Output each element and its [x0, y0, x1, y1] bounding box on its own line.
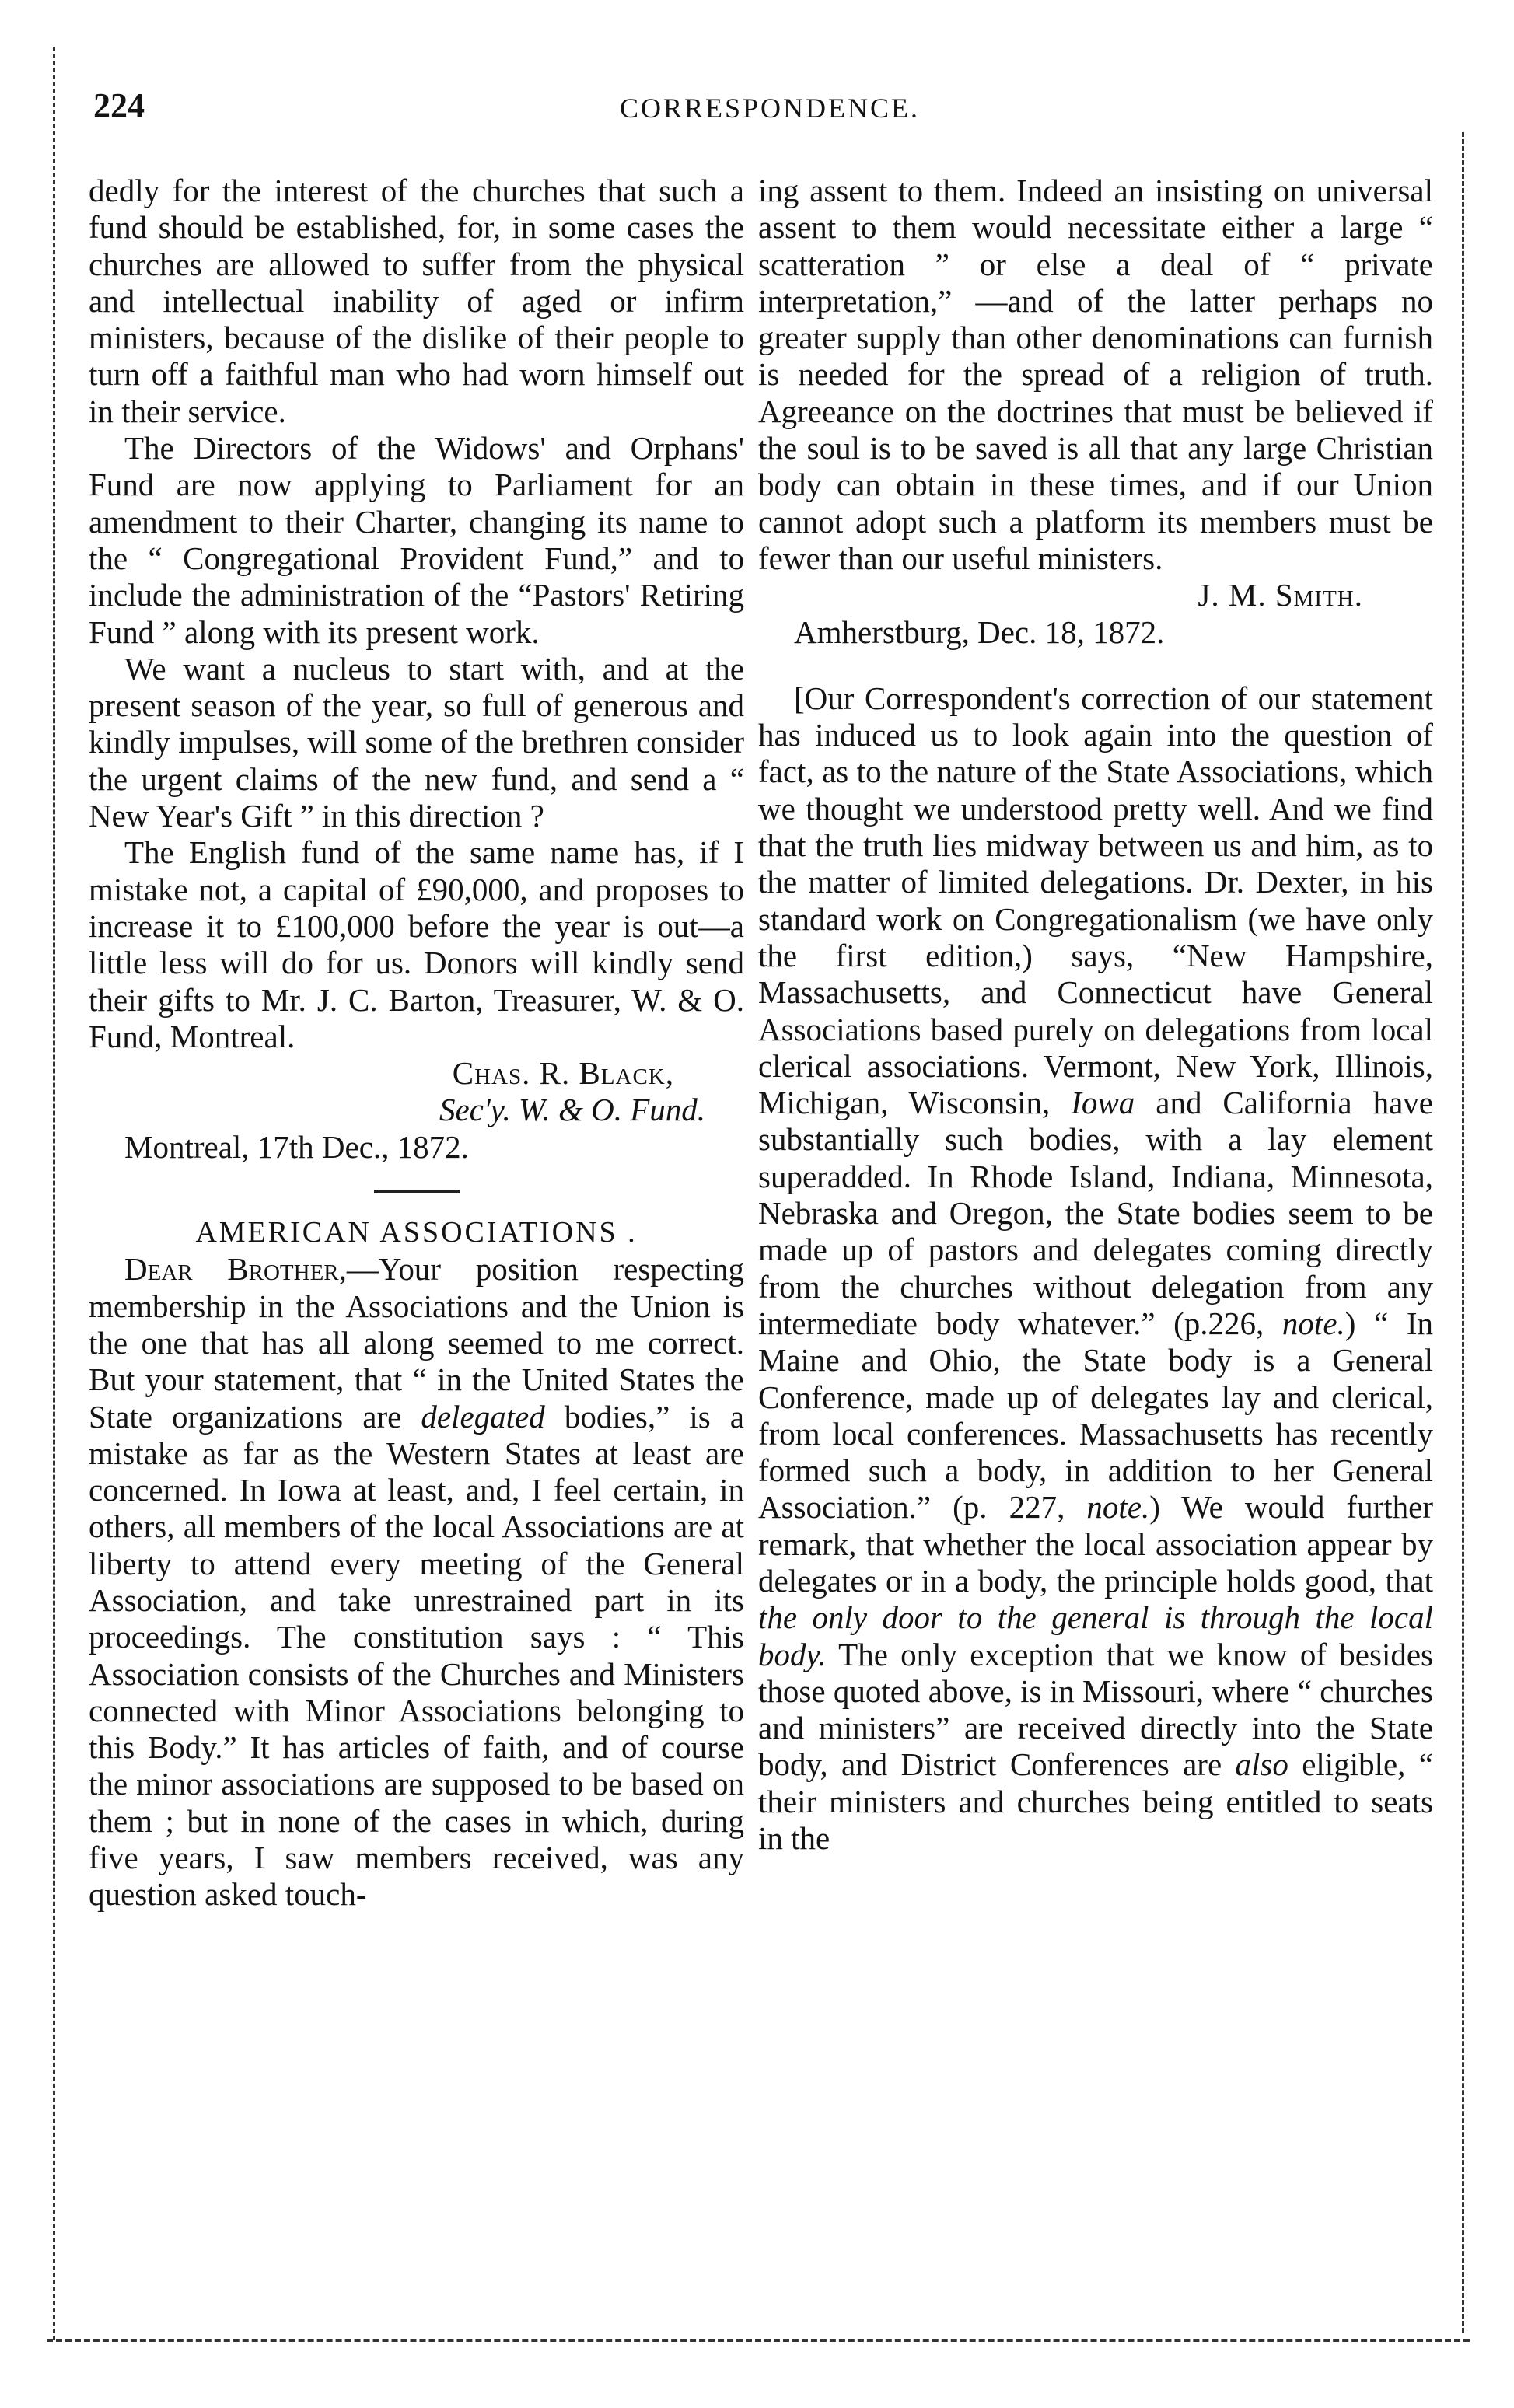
right-dateline: Amherstburg, Dec. 18, 1872. — [794, 613, 1165, 650]
page-number: 224 — [93, 86, 145, 124]
letter-text-b: bodies,” is a mistake as far as the Western States at least are concerned. In Iowa at least, and, I feel certain, in others, all members of the local Associations are at liberty to attend every meeting of the General Association, and take unrestrained part in its proceedings. The constitution says : “ This Association consists of the Churches and Ministers connected with Minor Associations belonging to this Body.” It has articles of faith, and of course the minor associations are supposed to be based on them ; but in none of the cases in which, during five years, I saw members received, was any question asked touch- — [89, 1398, 744, 1913]
signature-name: Chas. R. Black, — [452, 1055, 674, 1092]
left-margin-rule — [53, 47, 55, 2340]
salutation: Dear Brother, — [124, 1251, 347, 1288]
note-emphasis-1: Iowa — [1071, 1085, 1135, 1121]
right-paragraph-1: ing assent to them. Indeed an insisting on universal assent to them would necessitate either a large “ scatteration ” or else a deal of “ private interpretation,” —and of the latter perhaps no greater supply than other denominations can furnish is needed for the spread of a religion of truth. Agreeance on the doctrines that must be believed if the soul is to be saved is all that any large Christian body can obtain in these times, and if our Union cannot adopt such a platform its members must be fewer than our useful ministers. — [758, 173, 1433, 576]
note-emphasis-4: the only door to the general is through the local body. — [758, 1599, 1433, 1672]
note-text-d: ) We would further remark, that whether the local association appear by delegates or in a body, the principle holds good, that — [758, 1489, 1433, 1599]
left-paragraph-2: The Directors of the Widows' and Orphans' Fund are now applying to Parliament for an amendment to their Charter, changing its name to the “ Congregational Provident Fund,” and to include the administration of the “Pastors' Retiring Fund ” along with its present work. — [89, 430, 744, 650]
note-text-e: The only exception that we know of besides those quoted above, is in Missouri, where “ churches and ministers” are received directly into the State body, and District Conferences are — [758, 1636, 1433, 1783]
left-paragraph-1: dedly for the interest of the churches that such a fund should be established, for, in some cases the churches are allowed to suffer from the physical and intellectual inability of aged or infirm ministers, because of the dislike of their people to turn off a faithful man who had worn himself out in their service. — [89, 173, 744, 429]
note-text-a: [Our Correspondent's correction of our statement has induced us to look again into the question of fact, as to the nature of the State Associations, which we thought we understood pretty well. And we find that the truth lies midway between us and him, as to the matter of limited delegations. Dr. Dexter, in his standard work on Congregationalism (we have only the first edition,) says, “New Hampshire, Massachusetts, and Connecticut have General Associations based purely on delegations from local clerical associations. Vermont, New York, Illinois, Michigan, Wisconsin, — [758, 680, 1433, 1121]
letter-text-a: —Your position respecting membership in the Associations and the Union is the one that has all along seemed to me correct. But your statement, that “ in the United States the State organizations are — [89, 1251, 744, 1435]
section-title: AMERICAN ASSOCIATIONS . — [195, 1216, 638, 1249]
right-signature: J. M. Smith. — [1198, 577, 1363, 613]
section-divider — [374, 1190, 460, 1193]
left-dateline: Montreal, 17th Dec., 1872. — [124, 1128, 469, 1165]
left-paragraph-4: The English fund of the same name has, if I mistake not, a capital of £90,000, and proposes to increase it to £100,000 before the year is out—a little less will do for us. Donors will kindly send their gifts to Mr. J. C. Barton, Treasurer, W. & O. Fund, Montreal. — [89, 834, 744, 1054]
page-header — [93, 86, 1446, 132]
note-text-c: ) “ In Maine and Ohio, the State body is a General Conference, made up of delegates lay and clerical, from local conferences. Massachusetts has recently formed such a body, in addition to her General Association.” (p. 227, — [758, 1305, 1433, 1526]
running-head: CORRESPONDENCE. — [619, 93, 921, 124]
paragraph-gap — [758, 651, 1433, 680]
letter-paragraph — [89, 1251, 744, 1913]
note-emphasis-3: note. — [1086, 1489, 1150, 1526]
signature-block — [89, 1055, 744, 1129]
bottom-margin-rule — [47, 2339, 1470, 2342]
note-emphasis-5: also — [1235, 1746, 1288, 1783]
left-column — [89, 173, 744, 2319]
editorial-note — [758, 680, 1433, 1858]
note-text-b: and California have substantially such bodies, with a lay element superadded. In Rhode Island, Indiana, Minnesota, Nebraska and Oregon, the State bodies seem to be made up of pastors and delegates coming directly from the churches without delegation from any intermediate body whatever.” (p.226, — [758, 1085, 1433, 1341]
note-emphasis-2: note. — [1281, 1305, 1345, 1341]
right-column — [758, 173, 1433, 2319]
letter-emphasis: delegated — [421, 1398, 545, 1435]
note-text-f: eligible, “ their ministers and churches being entitled to seats in the — [758, 1746, 1433, 1857]
left-paragraph-3: We want a nucleus to start with, and at the present season of the year, so full of generous and kindly impulses, will some of the brethren consider the urgent claims of the new fund, and send a “ New Year's Gift ” in this direction ? — [89, 650, 744, 834]
signature-title: Sec'y. W. & O. Fund. — [439, 1092, 705, 1128]
right-margin-rule — [1462, 132, 1464, 2333]
